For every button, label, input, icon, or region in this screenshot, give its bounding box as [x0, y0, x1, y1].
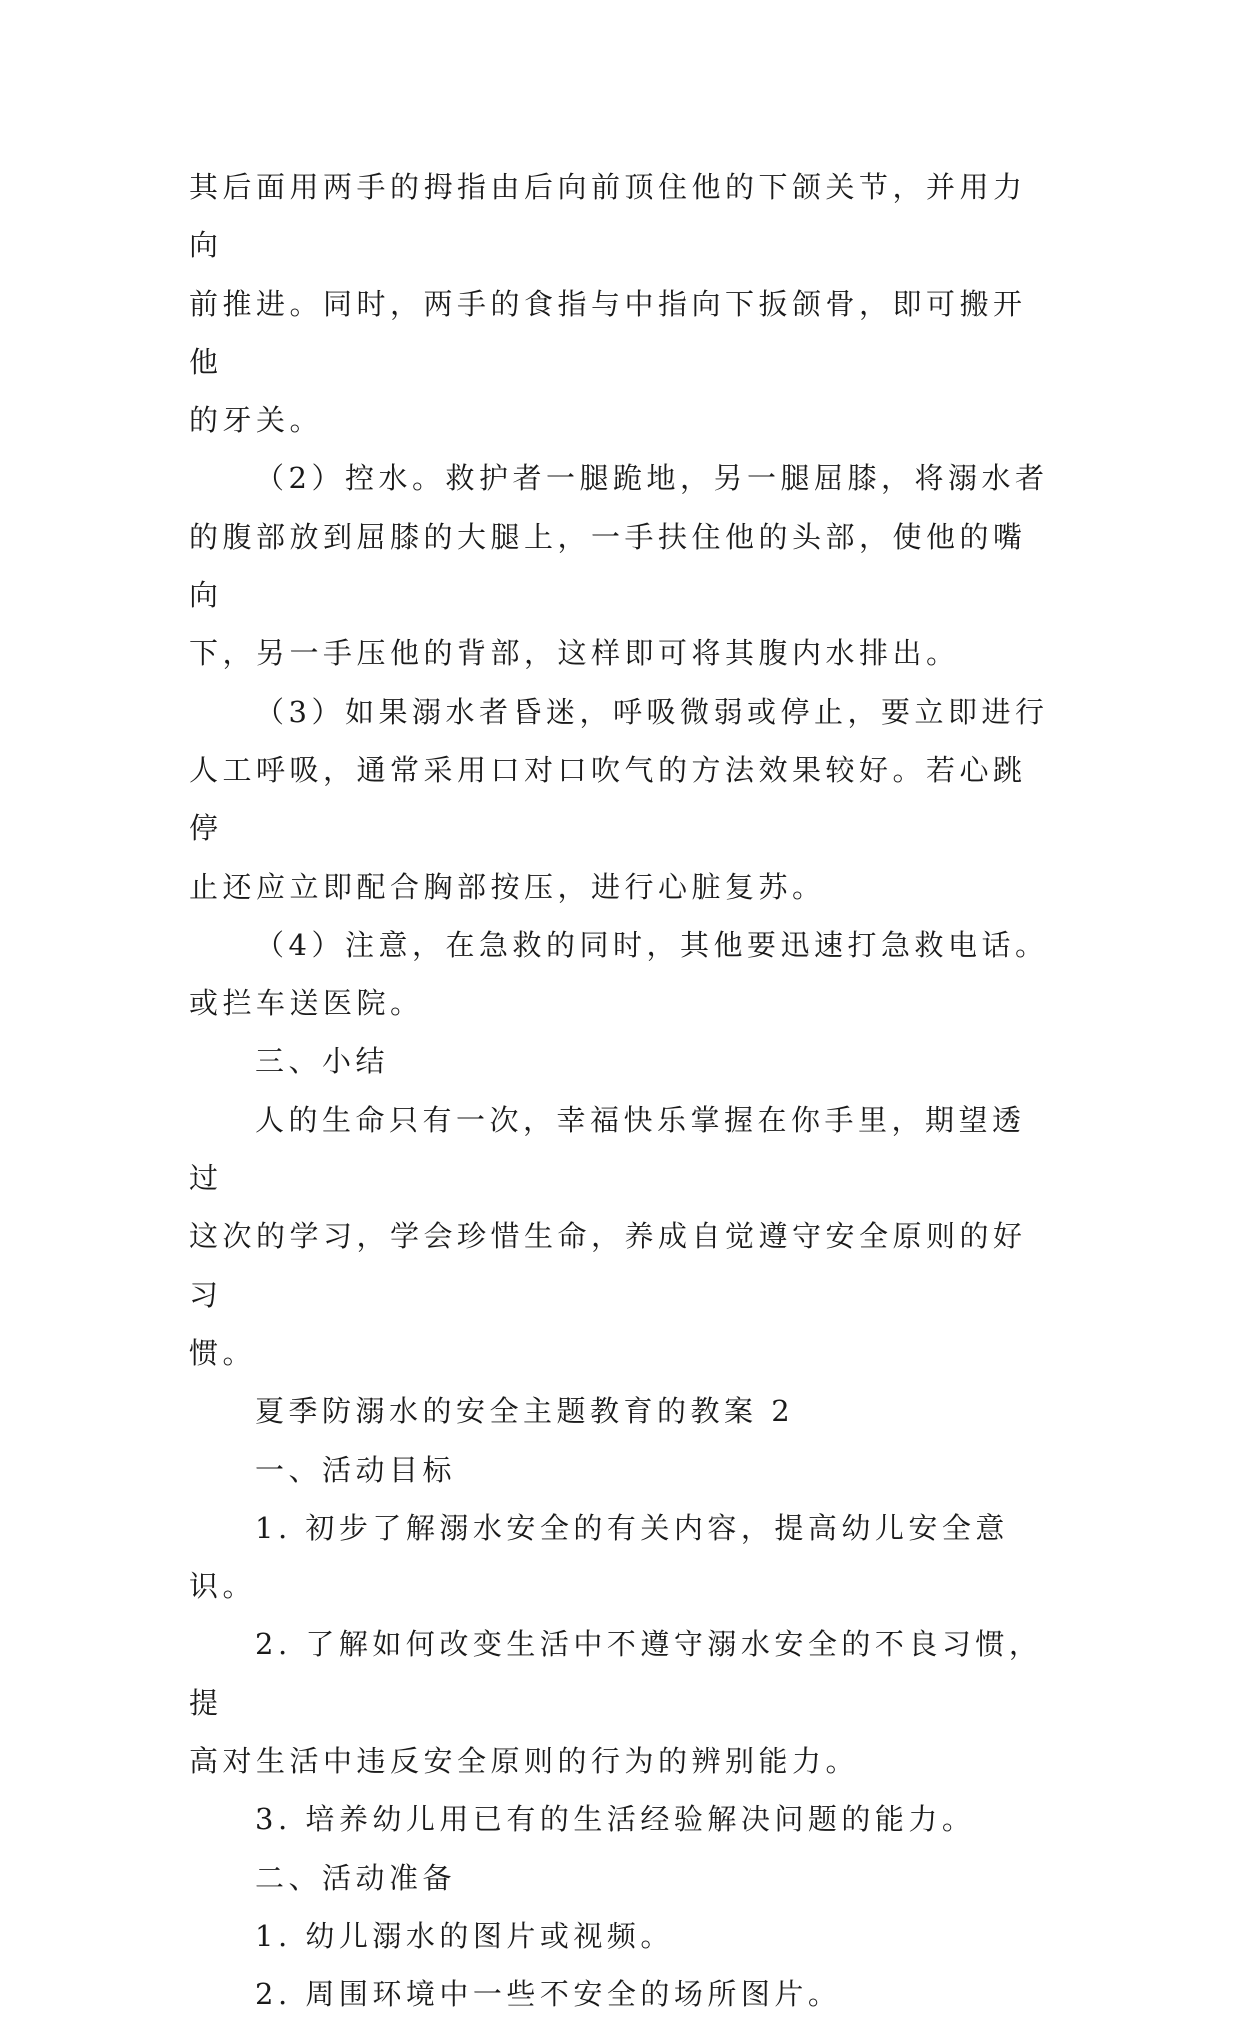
section-heading-summary: 三、小结: [255, 1044, 390, 1079]
section-heading-goals: 一、活动目标: [255, 1452, 457, 1487]
lesson-plan-title: 夏季防溺水的安全主题教育的教案 2: [255, 1394, 795, 1429]
goal-item-3: 3. 培养幼儿用已有的生活经验解决问题的能力。: [255, 1802, 976, 1837]
document-body: [189, 158, 1049, 2024]
paragraph-step-4: （4）注意，在急救的同时，其他要迅速打急救电话。 或拦车送医院。: [189, 927, 1049, 1021]
goal-item-1: 1. 初步了解溺水安全的有关内容，提高幼儿安全意识。: [189, 1510, 1009, 1604]
paragraph-summary: 人的生命只有一次，幸福快乐掌握在你手里，期望透过 这次的学习，学会珍惜生命，养成自觉遵守安全原则的好习 惯。: [189, 1102, 1027, 1370]
section-heading-preparation: 二、活动准备: [255, 1860, 457, 1895]
goal-item-2: 2. 了解如何改变生活中不遵守溺水安全的不良习惯，提 高对生活中违反安全原则的行为的辨别能力。: [189, 1627, 1043, 1779]
preparation-item-2: 2. 周围环境中一些不安全的场所图片。: [255, 1977, 842, 2012]
preparation-item-1: 1. 幼儿溺水的图片或视频。: [255, 1918, 674, 1953]
paragraph-continuation: 其后面用两手的拇指由后向前顶住他的下颌关节，并用力向 前推进。同时，两手的食指与中指向下扳颌骨，即可搬开他 的牙关。: [189, 170, 1027, 438]
paragraph-step-3: （3）如果溺水者昏迷，呼吸微弱或停止，要立即进行 人工呼吸，通常采用口对口吹气的方法效果较好。若心跳停 止还应立即配合胸部按压，进行心脏复苏。: [189, 694, 1049, 904]
paragraph-step-2: （2）控水。救护者一腿跪地，另一腿屈膝，将溺水者 的腹部放到屈膝的大腿上，一手扶住他的头部，使他的嘴向 下，另一手压他的背部，这样即可将其腹内水排出。: [189, 461, 1049, 671]
